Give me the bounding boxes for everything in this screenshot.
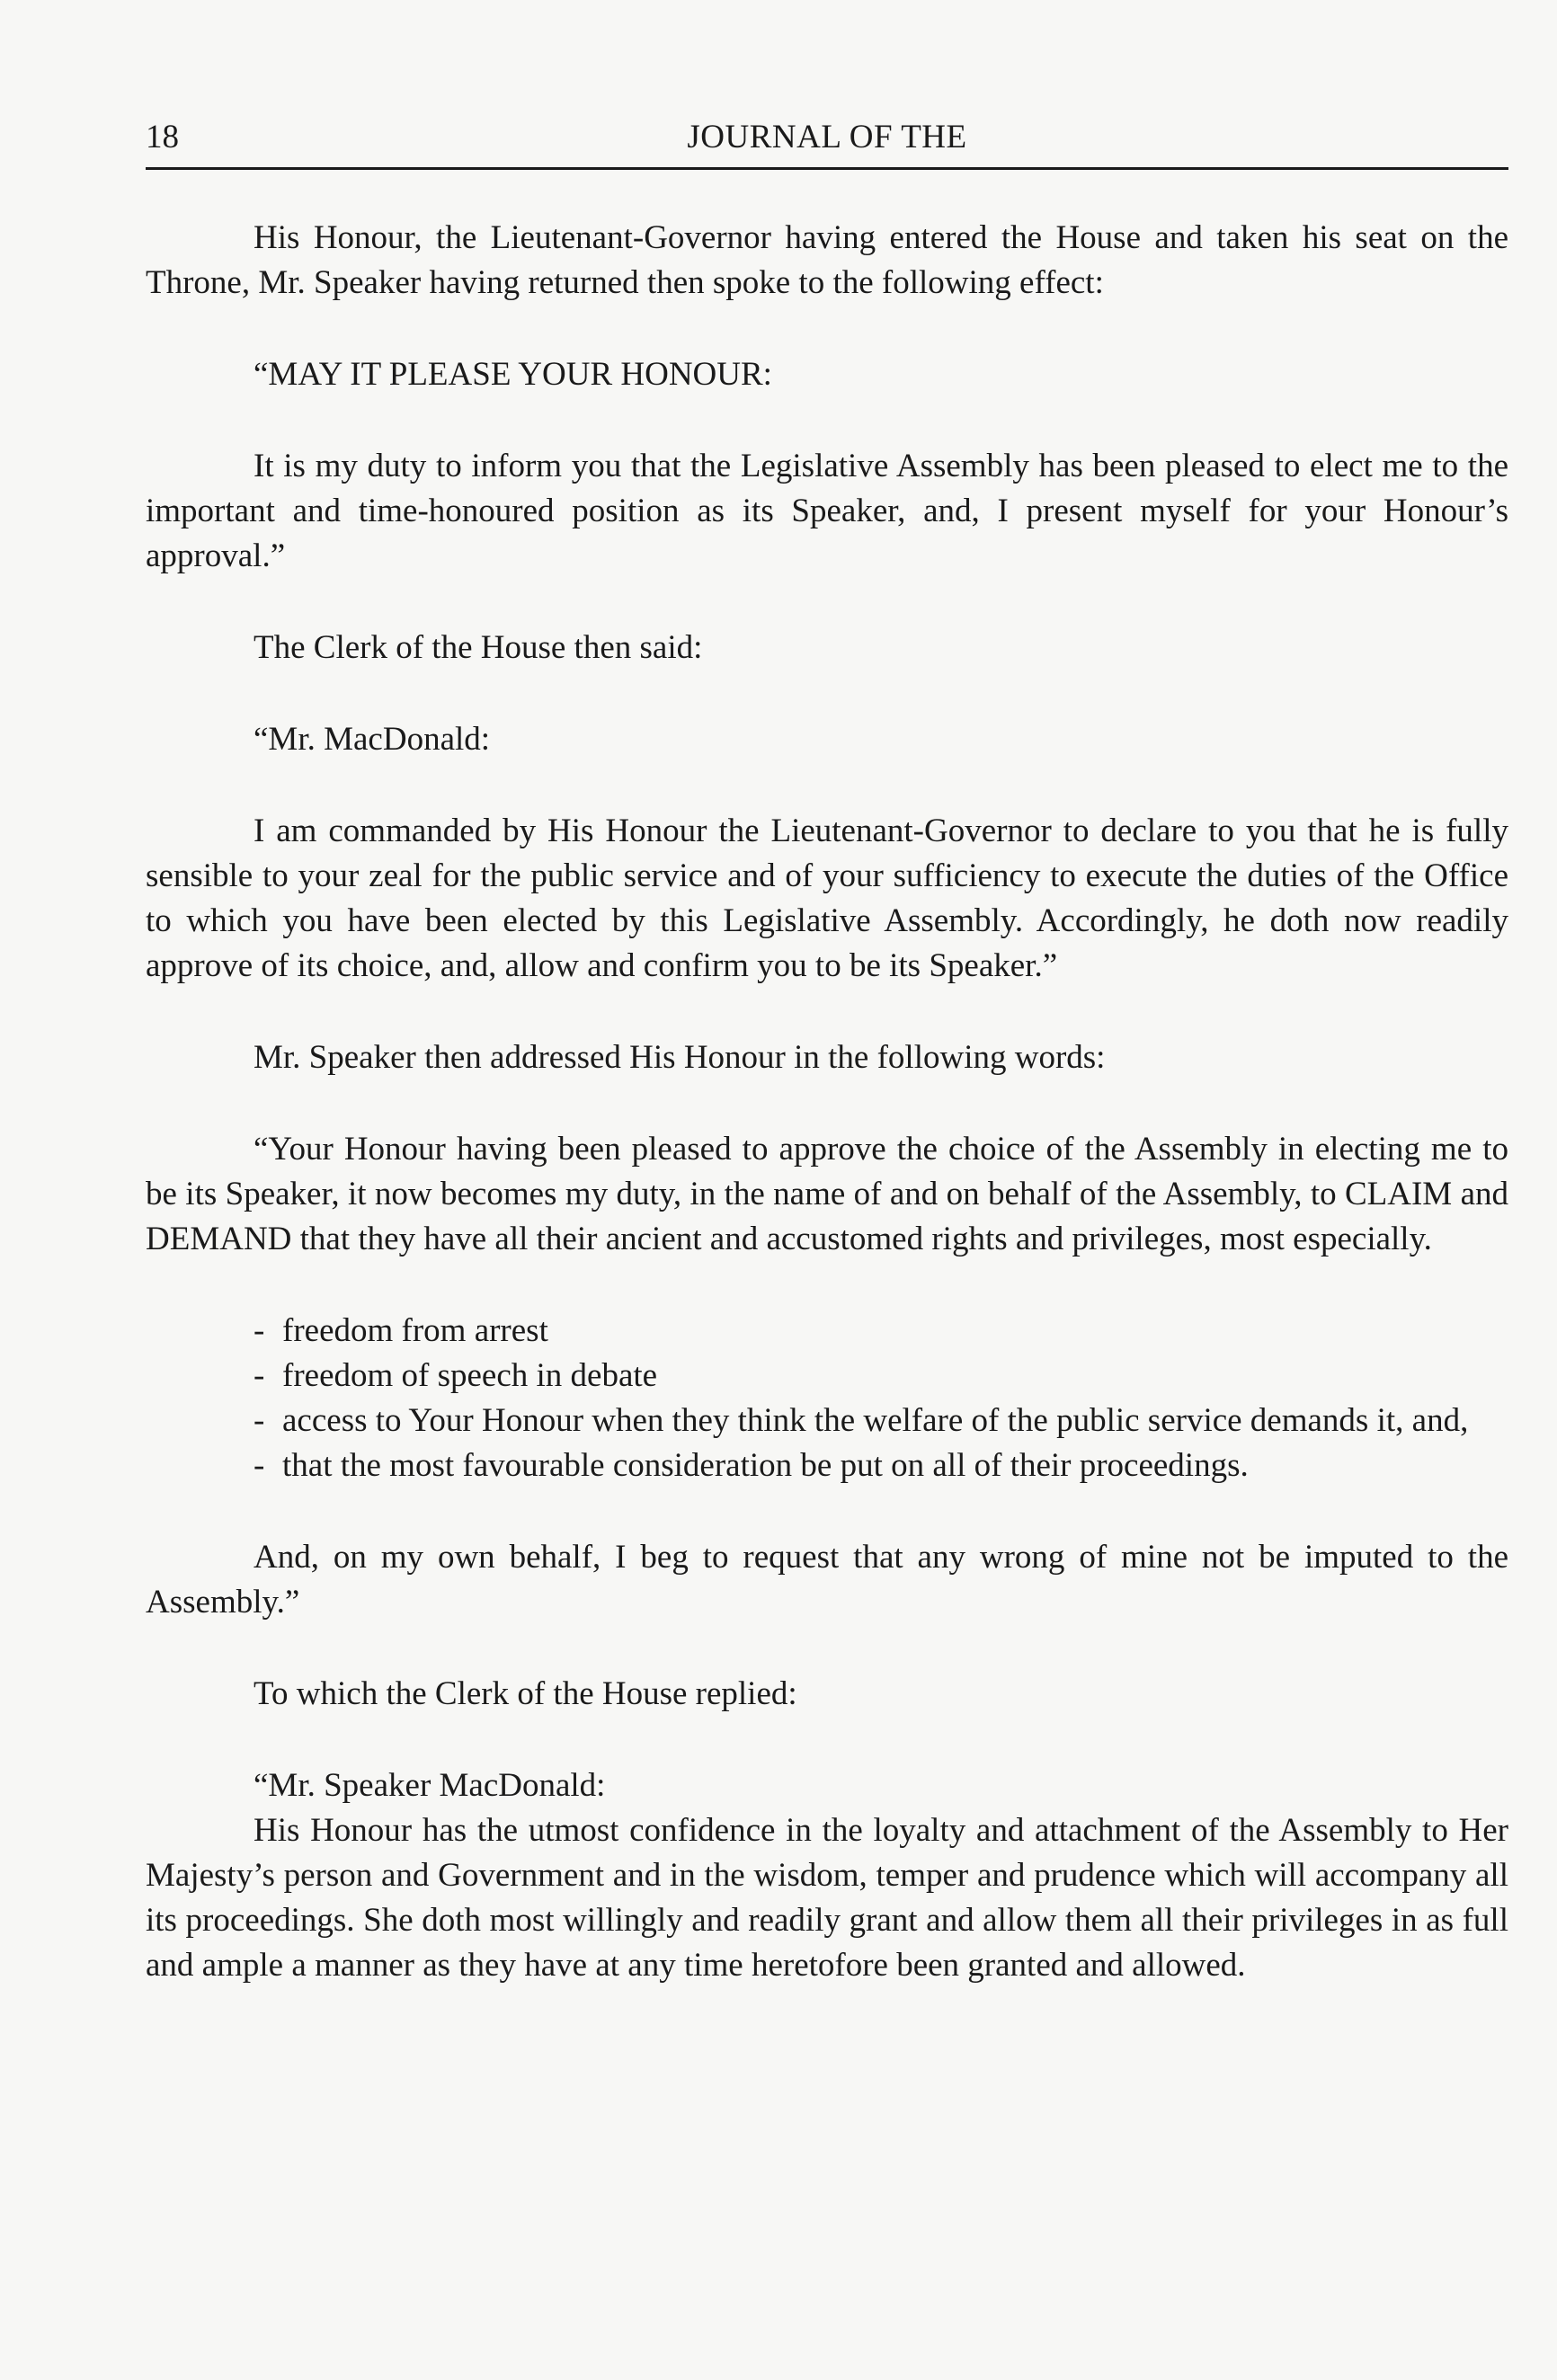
paragraph-speaker-addresses: Mr. Speaker then addressed His Honour in the following words: [254, 1039, 1106, 1076]
list-item: - freedom from arrest [254, 1309, 1508, 1354]
paragraph-speaker-presentation: It is my duty to inform you that the Legislative Assembly has been pleased to elect me to the important and time-honoured position as its Speaker, and, I present myself for your Honour’s approval.” [146, 448, 1508, 574]
page-header [146, 115, 1508, 170]
paragraph-clerk-replied: To which the Clerk of the House replied: [254, 1675, 797, 1712]
paragraph-confidence-grant: His Honour has the utmost confidence in the loyalty and attachment of the Assembly to Her Majesty’s person and Government and in the wisdom, temper and prudence which will accompany all its proceedings. She doth most willingly and readily grant and allow them all their privileges in as full and ample a manner as they have at any time heretofore been granted and allowed. [146, 1812, 1508, 1984]
page-number: 18 [146, 119, 179, 155]
journal-body [146, 216, 1508, 1988]
list-item: - that the most favourable consideration be put on all of their proceedings. [254, 1443, 1508, 1488]
paragraph-claim-privileges: “Your Honour having been pleased to approve the choice of the Assembly in electing me to be its Speaker, it now becomes my duty, in the name of and on behalf of the Assembly, to CLAIM and DEMAND that they have all their ancient and accustomed rights and privileges, most especially. [146, 1131, 1508, 1257]
list-item: - freedom of speech in debate [254, 1354, 1508, 1399]
paragraph-salutation-speaker: “Mr. Speaker MacDonald: [254, 1767, 606, 1804]
paragraph-governor-enters: His Honour, the Lieutenant-Governor having entered the House and taken his seat on the Throne, Mr. Speaker having returned then spoke to the following effect: [146, 219, 1508, 301]
paragraph-address-opening: “MAY IT PLEASE YOUR HONOUR: [254, 356, 772, 393]
paragraph-clerk-said: The Clerk of the House then said: [254, 629, 703, 666]
list-item: - access to Your Honour when they think the welfare of the public service demands it, and, [254, 1399, 1508, 1443]
running-head: JOURNAL OF THE [687, 119, 967, 155]
paragraph-salutation-macdonald: “Mr. MacDonald: [254, 721, 491, 758]
paragraph-approval: I am commanded by His Honour the Lieutenant-Governor to declare to you that he is fully sensible to your zeal for the public service and of your sufficiency to execute the duties of the Office to which you have been elected by this Legislative Assembly. Accordingly, he doth now readily approve of its choice, and, allow and confirm you to be its Speaker.” [146, 813, 1508, 984]
privileges-list [146, 1309, 1508, 1488]
paragraph-own-behalf: And, on my own behalf, I beg to request that any wrong of mine not be imputed to the Assembly.” [146, 1539, 1508, 1621]
